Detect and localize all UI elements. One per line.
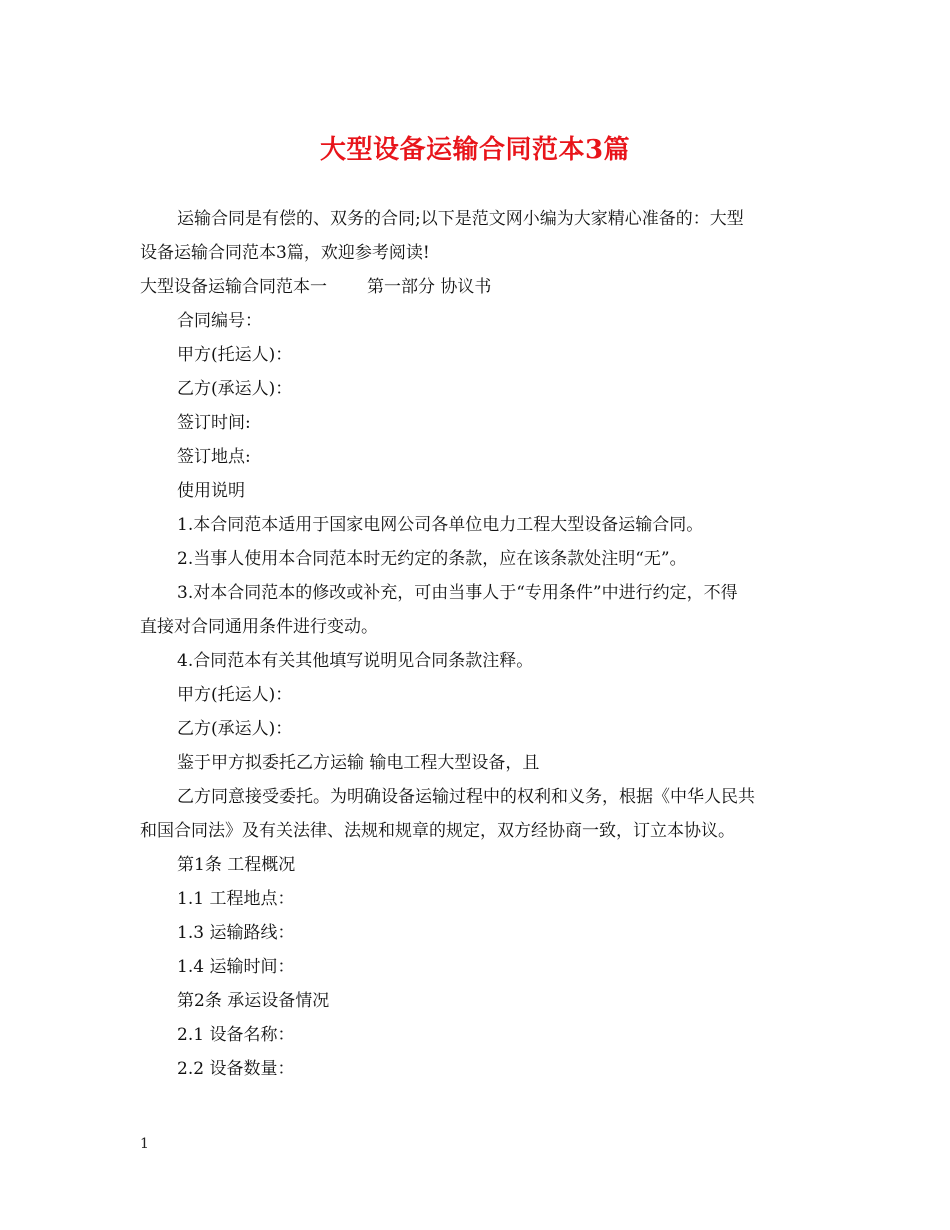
contract-number-line: 合同编号：: [177, 311, 262, 331]
article-1-heading: 第1条 工程概况: [177, 855, 296, 875]
agreement-line2: 和国合同法》及有关法律、法规和规章的规定，双方经协商一致，订立本协议。: [140, 821, 735, 841]
party-b-line: 乙方(承运人)：: [177, 379, 293, 399]
article-1-1: 1.1 工程地点：: [177, 889, 295, 909]
article-2-2: 2.2 设备数量：: [177, 1059, 295, 1079]
usage-heading: 使用说明: [177, 481, 245, 501]
intro-paragraph-line1: 运输合同是有偿的、双务的合同;以下是范文网小编为大家精心准备的：大型: [177, 209, 744, 229]
article-1-4: 1.4 运输时间：: [177, 957, 295, 977]
party-a-line-2: 甲方(托运人)：: [177, 685, 293, 705]
page-title: 大型设备运输合同范本3篇: [319, 135, 631, 165]
page-number: 1: [140, 1136, 149, 1152]
section-heading: [140, 270, 812, 304]
usage-item-1: 1.本合同范本适用于国家电网公司各单位电力工程大型设备运输合同。: [177, 515, 704, 535]
sign-time-line: 签订时间:: [177, 413, 251, 433]
article-2-heading: 第2条 承运设备情况: [177, 991, 330, 1011]
party-b-line-2: 乙方(承运人)：: [177, 719, 293, 739]
sign-place-line: 签订地点:: [177, 447, 251, 467]
agreement-line1: 乙方同意接受委托。为明确设备运输过程中的权利和义务，根据《中华人民共: [177, 787, 755, 807]
usage-item-4: 4.合同范本有关其他填写说明见合同条款注释。: [177, 651, 534, 671]
usage-item-2: 2.当事人使用本合同范本时无约定的条款，应在该条款处注明“无”。: [177, 549, 687, 569]
document-body: [140, 202, 812, 1086]
article-1-3: 1.3 运输路线：: [177, 923, 295, 943]
usage-item-3-line1: 3.对本合同范本的修改或补充，可由当事人于“专用条件”中进行约定，不得: [177, 583, 738, 603]
usage-item-3-line2: 直接对合同通用条件进行变动。: [140, 617, 378, 637]
intro-paragraph-line2: 设备运输合同范本3篇，欢迎参考阅读!: [140, 243, 430, 263]
party-a-line: 甲方(托运人)：: [177, 345, 293, 365]
whereas-line: 鉴于甲方拟委托乙方运输 输电工程大型设备，且: [177, 753, 540, 773]
article-2-1: 2.1 设备名称：: [177, 1025, 295, 1045]
section-heading-left: 大型设备运输合同范本一: [140, 277, 327, 297]
section-heading-right: 第一部分 协议书: [367, 277, 492, 297]
